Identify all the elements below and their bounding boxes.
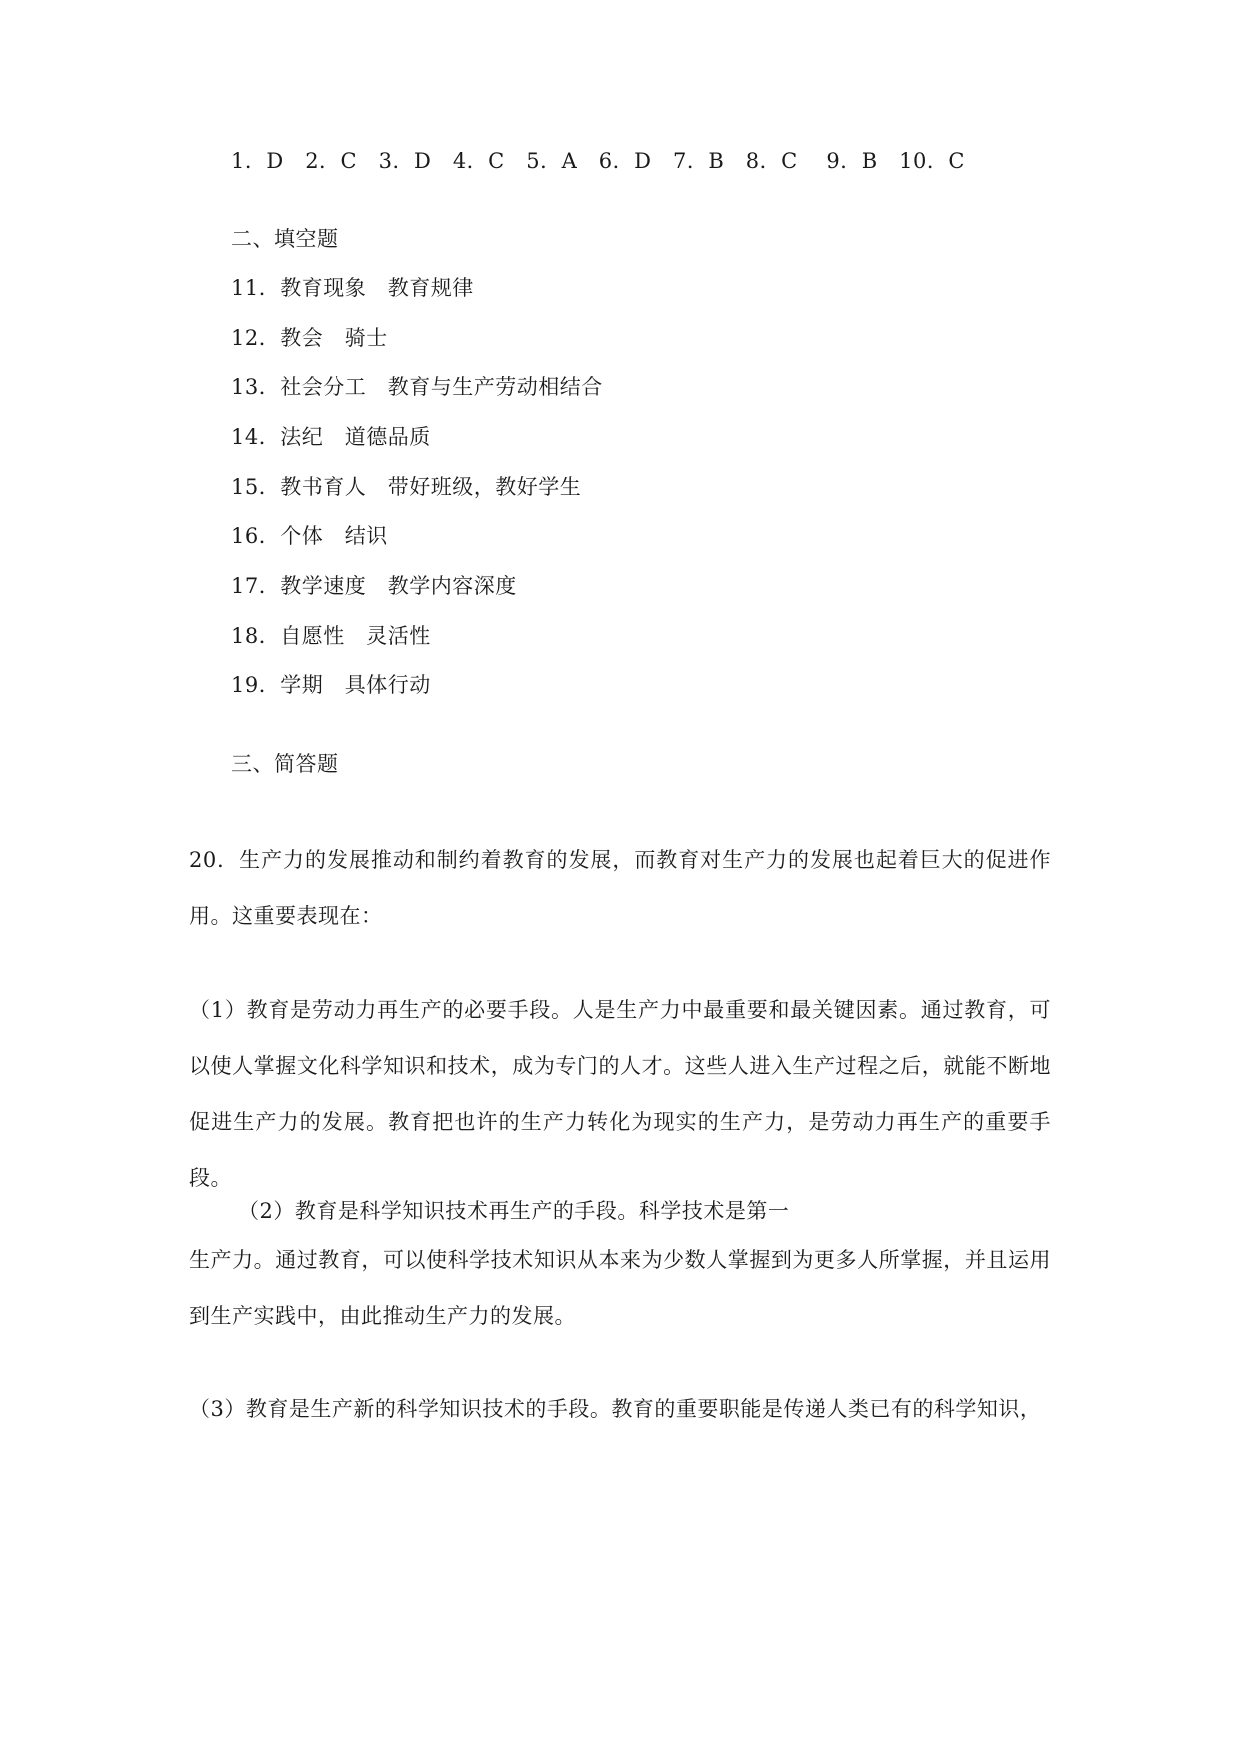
list-item: 14．法纪 道德品质: [231, 425, 431, 449]
answer-point-3: （3）教育是生产新的科学知识技术的手段。教育的重要职能是传递人类已有的科学知识，: [189, 1397, 1042, 1421]
list-item: 18．自愿性 灵活性: [231, 624, 431, 648]
choice-answers-line: 1．D 2．C 3．D 4．C 5．A 6．D 7．B 8．C 9．B 10．C: [231, 149, 965, 173]
list-item: 19．学期 具体行动: [231, 673, 431, 697]
list-item: 16．个体 结识: [231, 524, 388, 548]
list-item: 17．教学速度 教学内容深度: [231, 574, 517, 598]
answer-point-1: （1）教育是劳动力再生产的必要手段。人是生产力中最重要和最关键因素。通过教育，可以使人掌握文化科学知识和技术，成为专门的人才。这些人进入生产过程之后，就能不断地促进生产力的发展。教育把也许的生产力转化为现实的生产力，是劳动力再生产的重要手段。: [189, 998, 1051, 1190]
answer-point-2-rest: 生产力。通过教育，可以使科学技术知识从本来为少数人掌握到为更多人所掌握，并且运用到生产实践中，由此推动生产力的发展。: [189, 1248, 1051, 1328]
section-heading-short-answer: 三、简答题: [231, 752, 339, 776]
question-20-intro: 20．生产力的发展推动和制约着教育的发展，而教育对生产力的发展也起着巨大的促进作用。这重要表现在：: [189, 848, 1051, 928]
list-item: 12．教会 骑士: [231, 326, 388, 350]
answer-point-2-first-line: （2）教育是科学知识技术再生产的手段。科学技术是第一: [238, 1199, 790, 1223]
list-item: 11．教育现象 教育规律: [231, 276, 474, 300]
section-heading-fill-in: 二、填空题: [231, 227, 339, 251]
list-item: 13．社会分工 教育与生产劳动相结合: [231, 375, 603, 399]
list-item: 15．教书育人 带好班级，教好学生: [231, 475, 582, 499]
